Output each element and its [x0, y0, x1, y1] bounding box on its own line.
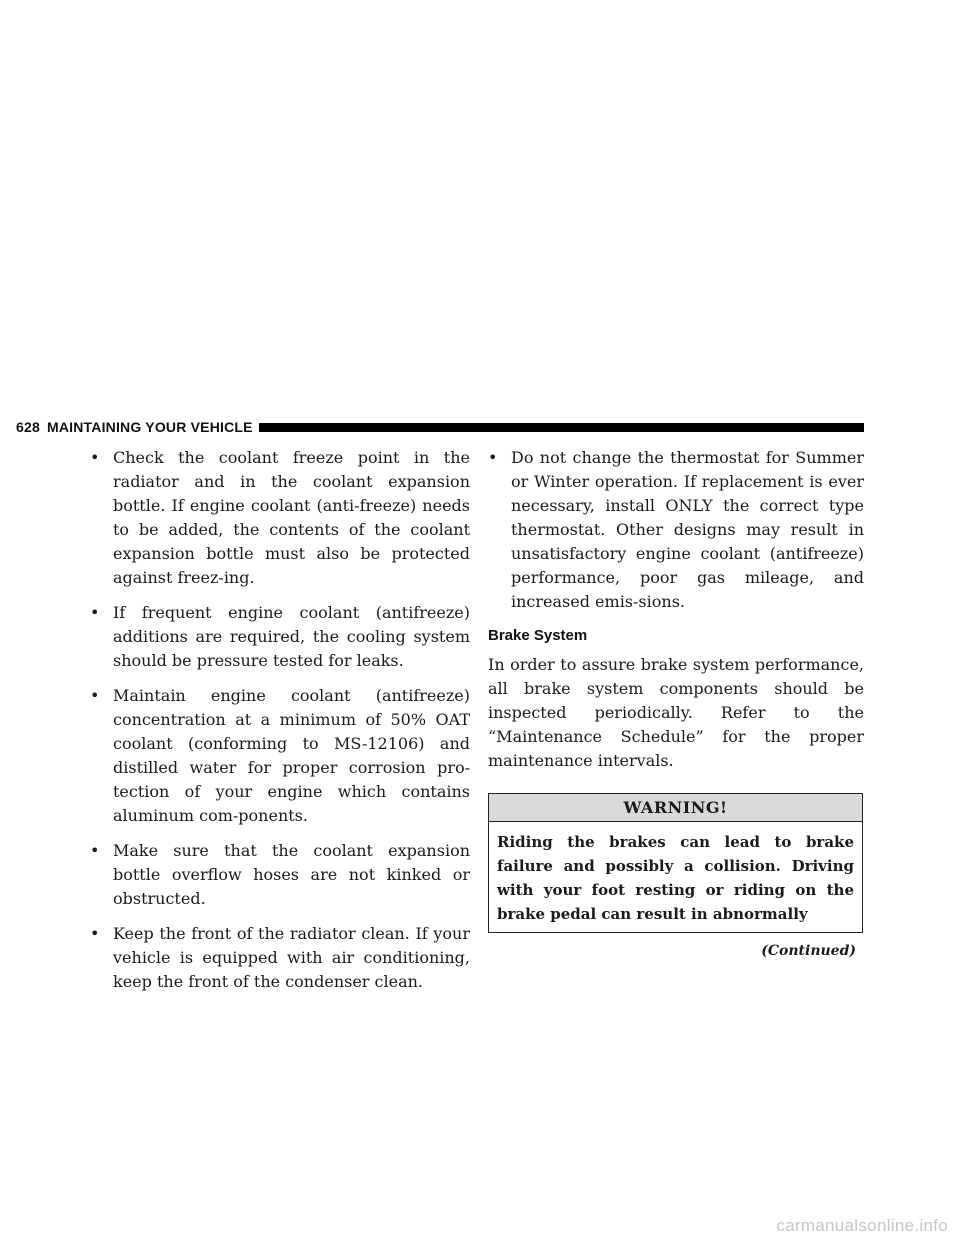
right-column [488, 446, 864, 959]
watermark: carmanualsonline.info [776, 1216, 948, 1235]
continued-label: (Continued) [761, 943, 856, 959]
section-title: MAINTAINING YOUR VEHICLE [46, 419, 253, 435]
list-item [90, 446, 470, 590]
list-item-text: If frequent engine coolant (antifreeze) additions are required, the cooling system should be pressure tested for leaks. [113, 603, 470, 670]
list-item-text: Maintain engine coolant (antifreeze) concentration at a minimum of 50% OAT coolant (conforming to MS-12106) and distilled water for proper corrosion pro-tection of your engine which contains aluminum com-ponents. [113, 686, 470, 825]
warning-title: WARNING! [489, 794, 862, 822]
list-item [90, 601, 470, 673]
page-header [16, 418, 864, 436]
brake-system-heading: Brake System [488, 627, 588, 644]
bullet-icon: • [90, 448, 100, 467]
list-item [90, 839, 470, 911]
page-number: 628 [16, 419, 40, 435]
list-item-text: Keep the front of the radiator clean. If your vehicle is equipped with air conditioning, keep the front of the condenser clean. [113, 924, 470, 991]
left-column [90, 446, 470, 1005]
bullet-icon: • [488, 448, 498, 467]
bullet-icon: • [90, 603, 100, 622]
warning-box [488, 793, 863, 933]
warning-body: Riding the brakes can lead to brake failure and possibly a collision. Driving with your foot resting or riding on the brake pedal can result in abnormally [497, 833, 854, 923]
left-bullet-list [90, 446, 470, 994]
list-item-text: Make sure that the coolant expansion bottle overflow hoses are not kinked or obstructed. [113, 841, 470, 908]
header-rule [259, 423, 864, 432]
list-item [90, 684, 470, 828]
bullet-icon: • [90, 686, 100, 705]
bullet-icon: • [90, 841, 100, 860]
list-item [90, 922, 470, 994]
list-item-text: Do not change the thermostat for Summer or Winter operation. If replacement is ever necessary, install ONLY the correct type thermostat. Other designs may result in unsatisfactory engine coolant (antifreeze) performance, poor gas mileage, and increased emis-sions. [511, 448, 864, 611]
bullet-icon: • [90, 924, 100, 943]
right-bullet-list [488, 446, 864, 614]
list-item [488, 446, 864, 614]
list-item-text: Check the coolant freeze point in the radiator and in the coolant expansion bottle. If engine coolant (anti-freeze) needs to be added, the contents of the coolant expansion bottle must also be protected against freez-ing. [113, 448, 470, 587]
brake-system-paragraph: In order to assure brake system performance, all brake system components should be inspected periodically. Refer to the “Maintenance Schedule” for the proper maintenance intervals. [488, 655, 864, 770]
